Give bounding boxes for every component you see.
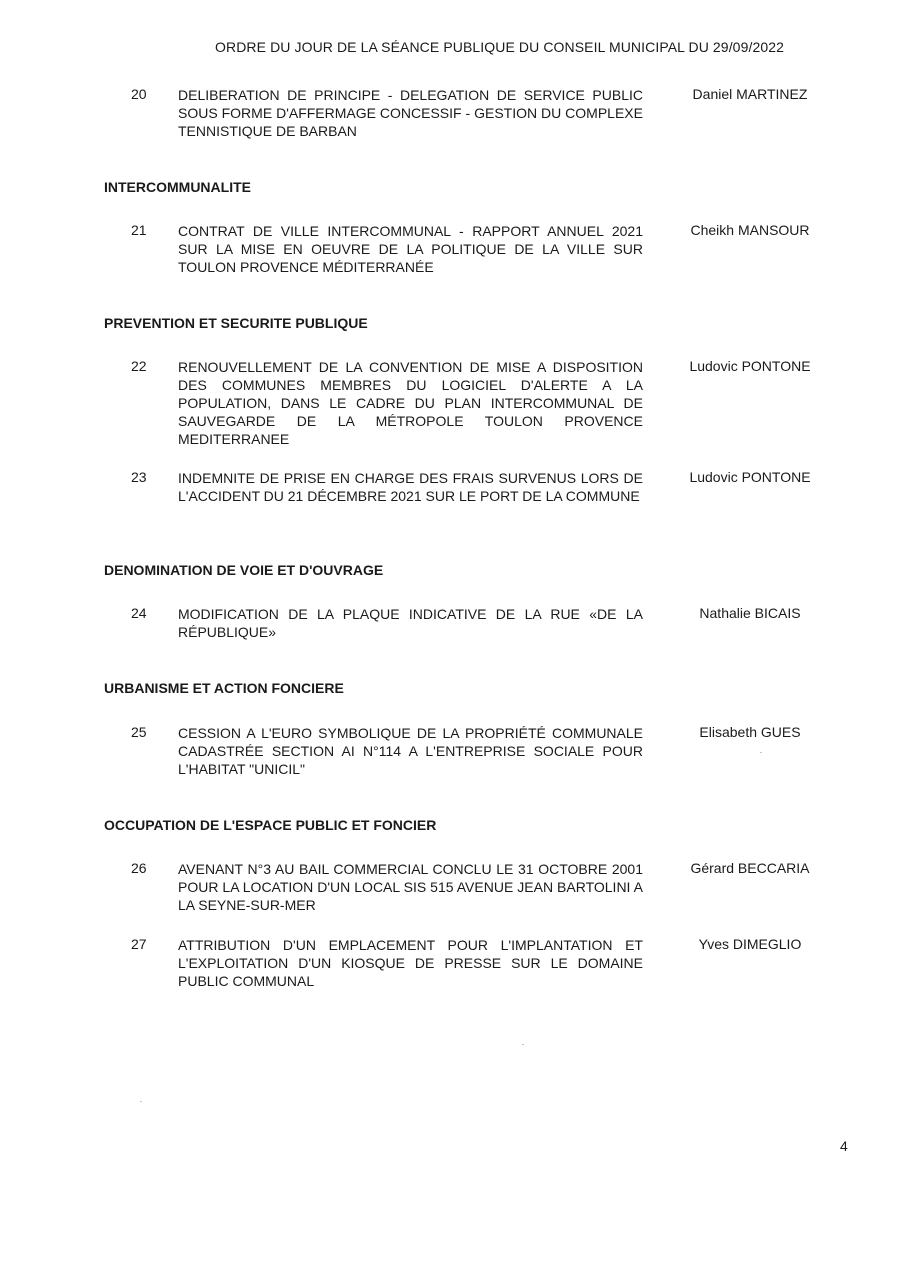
item-number: 24 bbox=[131, 605, 147, 621]
item-number: 20 bbox=[131, 86, 147, 102]
section-heading-urbanisme: URBANISME ET ACTION FONCIERE bbox=[104, 680, 344, 696]
item-rapporteur: Ludovic PONTONE bbox=[689, 358, 811, 374]
section-heading-prevention: PREVENTION ET SECURITE PUBLIQUE bbox=[104, 315, 368, 331]
scan-speck bbox=[522, 1044, 524, 1045]
section-heading-denomination: DENOMINATION DE VOIE ET D'OUVRAGE bbox=[104, 562, 384, 578]
item-title: ATTRIBUTION D'UN EMPLACEMENT POUR L'IMPLANTATION ET L'EXPLOITATION D'UN KIOSQUE DE PRESSE SUR LE DOMAINE PUBLIC COMMUNAL bbox=[178, 937, 643, 989]
item-number: 27 bbox=[131, 936, 147, 952]
item-title: MODIFICATION DE LA PLAQUE INDICATIVE DE LA RUE «DE LA RÉPUBLIQUE» bbox=[178, 606, 643, 640]
section-heading-occupation: OCCUPATION DE L'ESPACE PUBLIC ET FONCIER bbox=[104, 817, 437, 833]
item-rapporteur: Nathalie BICAIS bbox=[699, 605, 801, 621]
item-rapporteur: Ludovic PONTONE bbox=[689, 469, 811, 485]
scan-speck bbox=[760, 752, 762, 753]
item-number: 26 bbox=[131, 860, 147, 876]
item-title: RENOUVELLEMENT DE LA CONVENTION DE MISE A DISPOSITION DES COMMUNES MEMBRES DU LOGICIEL D'ALERTE A LA POPULATION, DANS LE CADRE DU PLAN INTERCOMMUNAL DE SAUVEGARDE DE LA MÉTROPOLE TOULON PROVENCE MEDITERRANEE bbox=[178, 359, 643, 447]
item-rapporteur: Yves DIMEGLIO bbox=[698, 936, 802, 952]
item-title: DELIBERATION DE PRINCIPE - DELEGATION DE SERVICE PUBLIC SOUS FORME D'AFFERMAGE CONCESSIF - GESTION DU COMPLEXE TENNISTIQUE DE BARBAN bbox=[178, 87, 643, 139]
scan-speck bbox=[140, 1101, 142, 1102]
page-header-title: ORDRE DU JOUR DE LA SÉANCE PUBLIQUE DU CONSEIL MUNICIPAL DU 29/09/2022 bbox=[215, 39, 784, 55]
item-title: AVENANT N°3 AU BAIL COMMERCIAL CONCLU LE 31 OCTOBRE 2001 POUR LA LOCATION D'UN LOCAL SIS 515 AVENUE JEAN BARTOLINI A LA SEYNE-SUR-MER bbox=[178, 861, 643, 913]
item-rapporteur: Daniel MARTINEZ bbox=[692, 86, 808, 102]
item-title: CESSION A L'EURO SYMBOLIQUE DE LA PROPRIÉTÉ COMMUNALE CADASTRÉE SECTION AI N°114 A L'ENTREPRISE SOCIALE POUR L'HABITAT "UNICIL" bbox=[178, 725, 643, 777]
item-title: CONTRAT DE VILLE INTERCOMMUNAL - RAPPORT ANNUEL 2021 SUR LA MISE EN OEUVRE DE LA POLITIQUE DE LA VILLE SUR TOULON PROVENCE MÉDITERRANÉE bbox=[178, 223, 643, 275]
item-rapporteur: Gérard BECCARIA bbox=[690, 860, 810, 876]
item-rapporteur: Cheikh MANSOUR bbox=[690, 222, 810, 238]
item-title: INDEMNITE DE PRISE EN CHARGE DES FRAIS SURVENUS LORS DE L'ACCIDENT DU 21 DÉCEMBRE 2021 SUR LE PORT DE LA COMMUNE bbox=[178, 470, 643, 504]
item-number: 23 bbox=[131, 469, 147, 485]
item-number: 22 bbox=[131, 358, 147, 374]
page-number: 4 bbox=[840, 1138, 848, 1154]
item-rapporteur: Elisabeth GUES bbox=[699, 724, 801, 740]
item-number: 25 bbox=[131, 724, 147, 740]
section-heading-intercommunalite: INTERCOMMUNALITE bbox=[104, 179, 251, 195]
item-number: 21 bbox=[131, 222, 147, 238]
